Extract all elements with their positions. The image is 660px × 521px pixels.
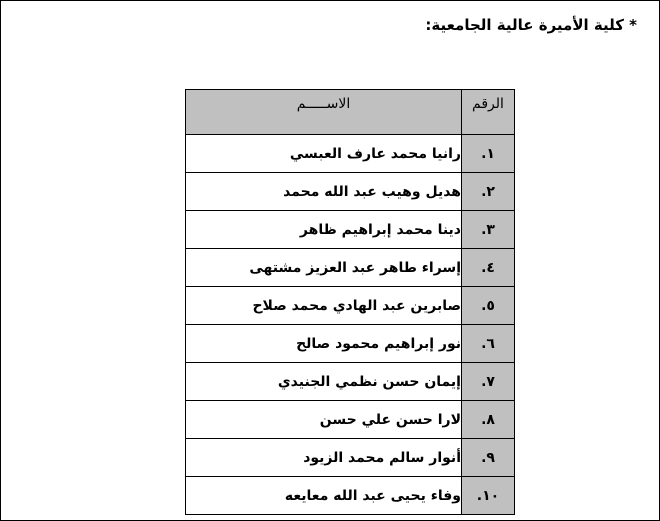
table-row xyxy=(186,477,515,515)
table-row xyxy=(186,249,515,287)
table-row xyxy=(186,173,515,211)
header-name: الاســـــم xyxy=(186,90,462,135)
table-row xyxy=(186,363,515,401)
row-number: ٣. xyxy=(462,211,515,249)
row-number: ٢. xyxy=(462,173,515,211)
row-name: لارا حسن علي حسن xyxy=(186,401,462,439)
row-number: ٩. xyxy=(462,439,515,477)
row-number: ٤. xyxy=(462,249,515,287)
row-name: وفاء يحيى عبد الله معايعه xyxy=(186,477,462,515)
table-row xyxy=(186,325,515,363)
row-name: إيمان حسن نظمي الجنيدي xyxy=(186,363,462,401)
row-name: نور إبراهيم محمود صالح xyxy=(186,325,462,363)
row-number: ٨. xyxy=(462,401,515,439)
names-table xyxy=(185,89,515,515)
section-heading: * كلية الأميرة عالية الجامعية: xyxy=(425,16,637,34)
row-number: ١٠. xyxy=(462,477,515,515)
row-name: صابرين عبد الهادي محمد صلاح xyxy=(186,287,462,325)
row-number: ١. xyxy=(462,135,515,173)
row-number: ٦. xyxy=(462,325,515,363)
row-name: رانيا محمد عارف العبسي xyxy=(186,135,462,173)
row-number: ٥. xyxy=(462,287,515,325)
table-row xyxy=(186,211,515,249)
table-header-row xyxy=(186,90,515,135)
table-row xyxy=(186,401,515,439)
table-row xyxy=(186,135,515,173)
row-name: هديل وهيب عبد الله محمد xyxy=(186,173,462,211)
row-number: ٧. xyxy=(462,363,515,401)
row-name: دينا محمد إبراهيم ظاهر xyxy=(186,211,462,249)
table-row xyxy=(186,287,515,325)
table-row xyxy=(186,439,515,477)
row-name: أنوار سالم محمد الزيود xyxy=(186,439,462,477)
header-number: الرقم xyxy=(462,90,515,135)
row-name: إسراء طاهر عبد العزيز مشتهى xyxy=(186,249,462,287)
